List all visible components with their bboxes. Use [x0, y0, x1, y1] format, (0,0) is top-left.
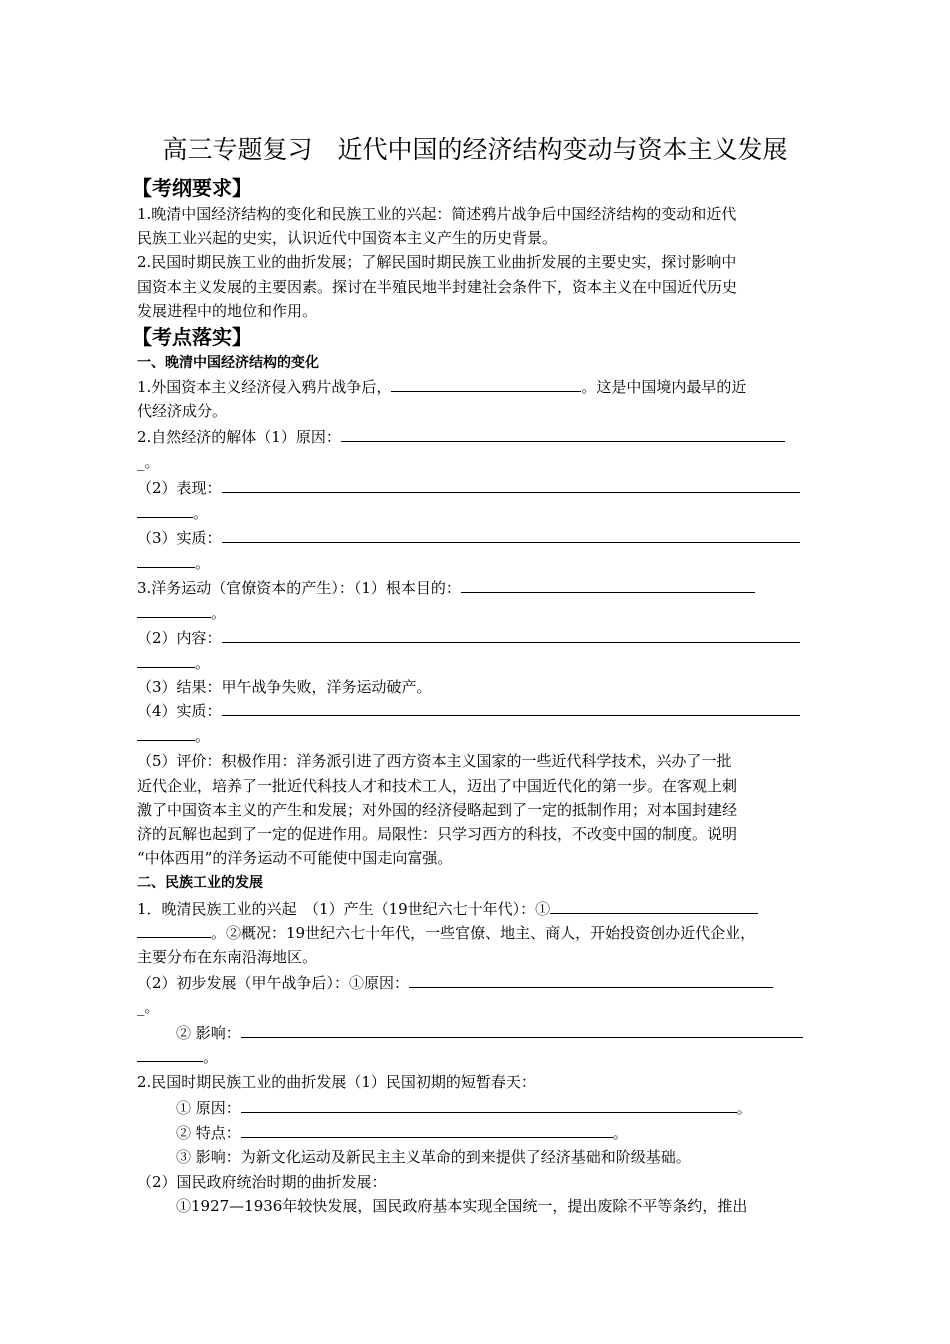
- question-line: [137, 602, 226, 624]
- question-text: 。②概况：19世纪六七十年代，一些官僚、地主、商人，开始投资创办近代企业，: [211, 924, 756, 942]
- fill-blank[interactable]: [461, 577, 755, 593]
- period: 。: [211, 604, 227, 622]
- text-line: 代经济成分。: [137, 402, 228, 420]
- fill-blank[interactable]: [241, 1122, 613, 1138]
- fill-blank[interactable]: [550, 898, 758, 914]
- text-line: 发展进程中的地位和作用。: [137, 302, 318, 320]
- question-text: （2）表现：: [137, 479, 222, 497]
- fill-blank[interactable]: [137, 1046, 203, 1062]
- question-line: [137, 922, 755, 944]
- text-line: “中体西用”的洋务运动不可能使中国走向富强。: [137, 849, 453, 867]
- fill-blank[interactable]: [341, 426, 785, 442]
- fill-blank[interactable]: [222, 627, 800, 643]
- fill-blank[interactable]: [222, 700, 800, 716]
- period: 。: [195, 654, 211, 672]
- period: 。: [612, 1124, 628, 1142]
- text-line: （3）结果：甲午战争失败，洋务运动破产。: [137, 678, 432, 696]
- question-text: 1．晚清民族工业的兴起 （1）产生（19世纪六七十年代）：①: [137, 900, 551, 918]
- question-line: [137, 725, 210, 747]
- question-text: （4）实质：: [137, 702, 222, 720]
- question-text: （2）初步发展（甲午战争后）：①原因：: [137, 974, 410, 992]
- fill-blank[interactable]: [222, 477, 800, 493]
- text-line: 1.晚清中国经济结构的变化和民族工业的兴起：简述鸦片战争后中国经济结构的变动和近代: [137, 205, 737, 223]
- period: 。: [195, 727, 211, 745]
- text-line: 激了中国资本主义的产生和发展；对外国的经济侵略起到了一定的抵制作用；对本国封建经: [137, 801, 738, 819]
- question-text: （2）内容：: [137, 629, 222, 647]
- section-heading-syllabus: 【考纲要求】: [132, 176, 252, 200]
- question-line: [176, 1022, 803, 1044]
- text-line: 主要分布在东南沿海地区。: [137, 948, 318, 966]
- text-line: （2）国民政府统治时期的曲折发展：: [137, 1173, 387, 1191]
- question-line: [137, 700, 800, 722]
- question-text: 2.自然经济的解体（1）原因：: [137, 428, 341, 446]
- question-line: [137, 898, 758, 920]
- period: 。: [193, 504, 209, 522]
- question-line: [137, 426, 785, 448]
- text-line: 近代企业，培养了一批近代科技人才和技术工人，迈出了中国近代化的第一步。在客观上刺: [137, 777, 738, 795]
- fill-blank[interactable]: [241, 1022, 803, 1038]
- text-line: _。: [137, 453, 160, 471]
- question-line: [137, 527, 800, 549]
- question-text: ② 影响：: [176, 1024, 241, 1042]
- section-heading-points: 【考点落实】: [132, 325, 252, 349]
- subheading-one: 一、晚清中国经济结构的变化: [137, 355, 319, 371]
- text-line: 国资本主义发展的主要因素。探讨在半殖民地半封建社会条件下，资本主义在中国近代历史: [137, 278, 738, 296]
- fill-blank[interactable]: [137, 922, 211, 938]
- text-line: ①1927—1936年较快发展，国民政府基本实现全国统一，提出废除不平等条约，推出: [176, 1197, 748, 1215]
- question-text: 3.洋务运动（官僚资本的产生）：（1）根本目的：: [137, 579, 461, 597]
- period: 。: [195, 554, 211, 572]
- question-line: [137, 1046, 218, 1068]
- text-line: 民族工业兴起的史实，认识近代中国资本主义产生的历史背景。: [137, 229, 558, 247]
- question-text: 1.外国资本主义经济侵入鸦片战争后，: [137, 378, 392, 396]
- fill-blank[interactable]: [137, 602, 211, 618]
- page-title: 高三专题复习 近代中国的经济结构变动与资本主义发展: [162, 135, 788, 164]
- period: 。: [203, 1048, 219, 1066]
- question-line: [137, 627, 800, 649]
- text-line: （5）评价：积极作用：洋务派引进了西方资本主义国家的一些近代科学技术，兴办了一批: [137, 752, 732, 770]
- text-line: 2.民国时期民族工业的曲折发展；了解民国时期民族工业曲折发展的主要史实，探讨影响中: [137, 253, 737, 271]
- question-text: 。这是中国境内最早的近: [581, 378, 747, 396]
- subheading-two: 二、民族工业的发展: [137, 875, 263, 891]
- question-line: [137, 477, 800, 499]
- question-line: [137, 972, 773, 994]
- fill-blank[interactable]: [137, 502, 193, 518]
- question-line: [137, 376, 746, 398]
- fill-blank[interactable]: [137, 652, 195, 668]
- fill-blank[interactable]: [391, 376, 581, 392]
- fill-blank[interactable]: [137, 725, 195, 741]
- question-text: （3）实质：: [137, 529, 222, 547]
- question-line: [137, 652, 210, 674]
- text-line: 济的瓦解也起到了一定的促进作用。局限性：只学习西方的科技，不改变中国的制度。说明: [137, 825, 738, 843]
- fill-blank[interactable]: [222, 527, 800, 543]
- period: 。: [736, 1099, 752, 1117]
- fill-blank[interactable]: [241, 1097, 737, 1113]
- question-line: [137, 552, 210, 574]
- text-line: _。: [137, 998, 160, 1016]
- question-line: [137, 577, 755, 599]
- question-line: [176, 1122, 628, 1144]
- text-line: 2.民国时期民族工业的曲折发展（1）民国初期的短暂春天：: [137, 1073, 536, 1091]
- fill-blank[interactable]: [137, 552, 195, 568]
- question-text: ② 特点：: [176, 1124, 241, 1142]
- question-line: [137, 502, 208, 524]
- question-text: ① 原因：: [176, 1099, 241, 1117]
- text-line: ③ 影响：为新文化运动及新民主主义革命的到来提供了经济基础和阶级基础。: [176, 1148, 691, 1166]
- question-line: [176, 1097, 752, 1119]
- fill-blank[interactable]: [409, 972, 773, 988]
